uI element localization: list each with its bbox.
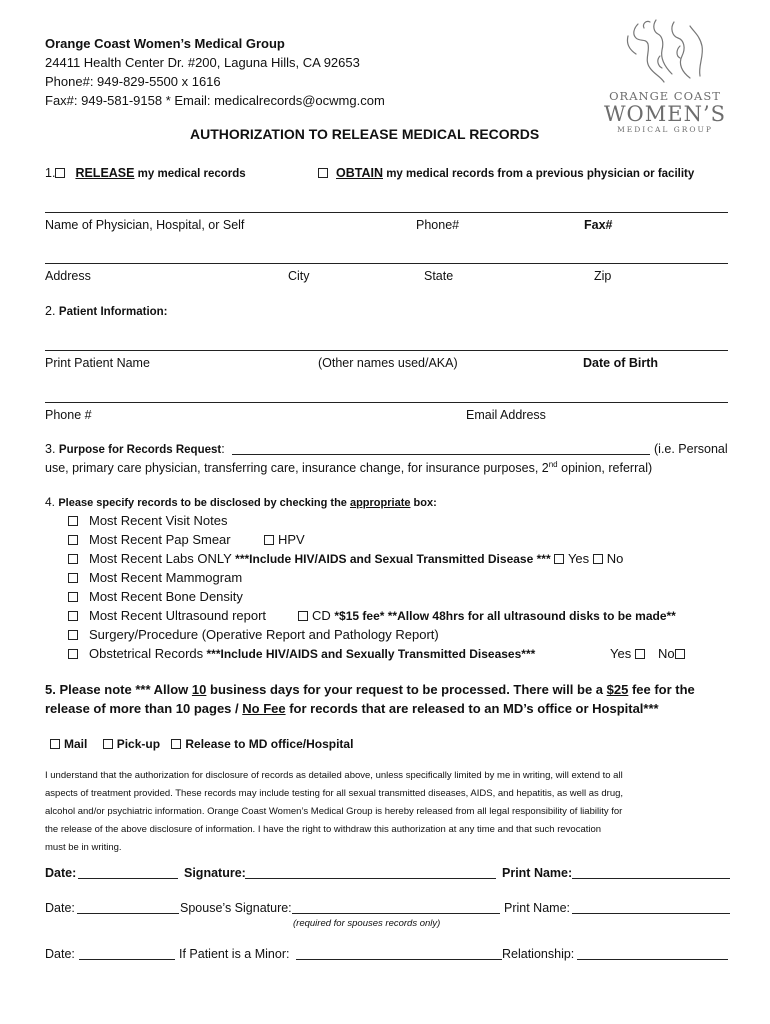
section2-heading: 2. Patient Information: [45,304,168,318]
cd-checkbox[interactable] [298,611,308,621]
sig1-date-label: Date: [45,866,77,880]
physician-fax-label: Fax# [584,218,613,232]
org-address: 24411 Health Center Dr. #200, Laguna Hills, CA 92653 [45,55,360,70]
ultra-checkbox[interactable] [68,611,78,621]
ob-yes-option: Yes [610,646,649,661]
ob-no-option: No [658,646,689,661]
release-label: RELEASE [75,166,135,180]
physician-phone-label: Phone# [416,218,460,232]
sig1-signature-line[interactable] [245,878,496,879]
org-phone: Phone#: 949-829-5500 x 1616 [45,74,221,89]
address-label: Address [45,269,91,283]
disclaimer-line-4: the release of the above disclosure of information. I have the right to withdraw this authorization at any time and that such revocation [45,824,602,835]
surgery-checkbox[interactable] [68,630,78,640]
release-checkbox[interactable] [55,168,65,178]
physician-line[interactable] [45,212,728,213]
ob-no-checkbox[interactable] [675,649,685,659]
pap-checkbox[interactable] [68,535,78,545]
hpv-checkbox[interactable] [264,535,274,545]
release-suffix: my medical records [134,168,246,180]
logo [600,16,730,138]
sig2-date-label: Date: [45,901,75,915]
labs-no-checkbox[interactable] [593,554,603,564]
item-obstetrical: Obstetrical Records ***Include HIV/AIDS and Sexually Transmitted Diseases*** [68,646,535,661]
item-ultrasound: Most Recent Ultrasound report [68,608,266,623]
physician-name-label: Name of Physician, Hospital, or Self [45,218,245,232]
disclaimer-line-2: aspects of treatment provided. These records may include testing for all sexual transmitted diseases, AIDS, and hepatitis, as well as drug, [45,788,624,799]
pickup-checkbox[interactable] [103,739,113,749]
purpose-row: 3. Purpose for Records Request: [45,442,225,456]
org-fax-email: Fax#: 949-581-9158 * Email: medicalrecords@ocwmg.com [45,93,385,108]
sig1-signature-label: Signature: [184,866,246,880]
purpose-input-line[interactable] [232,454,650,455]
release-md-checkbox[interactable] [171,739,181,749]
form-title: AUTHORIZATION TO RELEASE MEDICAL RECORDS [190,126,540,142]
obtain-label: OBTAIN [336,166,383,180]
logo-line2: WOMEN’S [603,102,727,126]
email-label: Email Address [466,408,546,422]
item-mammogram: Most Recent Mammogram [68,570,242,585]
spouse-note: (required for spouses records only) [293,918,441,929]
sig2-spouse-line[interactable] [292,913,500,914]
sig1-print-line[interactable] [572,878,730,879]
sig3-relationship-label: Relationship: [502,947,575,961]
city-label: City [288,269,310,283]
patient-phone-line[interactable] [45,402,728,403]
section4-heading: 4. Please specify records to be disclosed by checking the appropriate box: [45,495,437,509]
section1-options [45,166,246,180]
labs-checkbox[interactable] [68,554,78,564]
mail-checkbox[interactable] [50,739,60,749]
item-hpv: HPV [264,532,305,547]
sig3-minor-line[interactable] [296,959,502,960]
obtain-suffix: my medical records from a previous physician or facility [383,168,695,180]
org-name: Orange Coast Women’s Medical Group [45,36,285,51]
visit-checkbox[interactable] [68,516,78,526]
ob-checkbox[interactable] [68,649,78,659]
item-surgery: Surgery/Procedure (Operative Report and Pathology Report) [68,627,439,642]
labs-yes-checkbox[interactable] [554,554,564,564]
disclaimer-line-3: alcohol and/or psychiatric information. Orange Coast Women’s Medical Group is hereby released from all legal responsibility of liability for [45,806,623,817]
mammo-checkbox[interactable] [68,573,78,583]
patient-name-line[interactable] [45,350,728,351]
section5-line2: release of more than 10 pages / No Fee for records that are released to an MD’s office or Hospital*** [45,701,659,716]
sig3-date-label: Date: [45,947,75,961]
sig1-date-line[interactable] [78,878,178,879]
sig3-date-line[interactable] [79,959,175,960]
purpose-heading: Purpose for Records Request [58,444,222,456]
item-cd: CD *$15 fee* **Allow 48hrs for all ultrasound disks to be made** [298,608,676,623]
state-label: State [424,269,454,283]
address-line[interactable] [45,263,728,264]
bone-checkbox[interactable] [68,592,78,602]
logo-figures-icon [600,16,730,86]
logo-line3: MEDICAL GROUP [617,125,713,134]
disclaimer-line-5: must be in writing. [45,842,122,853]
item-labs: Most Recent Labs ONLY ***Include HIV/AIDS and Sexual Transmitted Disease *** Yes No [68,551,623,566]
sig3-minor-label: If Patient is a Minor: [179,947,290,961]
aka-label: (Other names used/AKA) [318,356,458,370]
item-visit-notes: Most Recent Visit Notes [68,513,227,528]
sig2-print-label: Print Name: [504,901,570,915]
patient-phone-label: Phone # [45,408,92,422]
purpose-examples: use, primary care physician, transferring care, insurance change, for insurance purposes, 2nd opinion, referral) [45,460,653,476]
patient-name-label: Print Patient Name [45,356,150,370]
logo-line1: ORANGE COAST [609,89,721,103]
section1-number: 1. [45,166,56,180]
item-bone-density: Most Recent Bone Density [68,589,243,604]
section5-line1: 5. Please note *** Allow 10 business days for your request to be processed. There will be a $25 fee for the [45,682,695,697]
obtain-option [318,166,694,180]
item-pap-smear: Most Recent Pap Smear [68,532,231,547]
sig2-print-line[interactable] [572,913,730,914]
sig1-print-label: Print Name: [502,866,573,880]
obtain-checkbox[interactable] [318,168,328,178]
delivery-options: Mail Pick-up Release to MD office/Hospital [50,737,353,751]
ob-yes-checkbox[interactable] [635,649,645,659]
disclaimer-line-1: I understand that the authorization for disclosure of records as detailed above, unless specifically limited by me in writing, will extend to all [45,770,623,781]
sig2-date-line[interactable] [77,913,179,914]
purpose-ie: (i.e. Personal [654,442,728,456]
sig3-relationship-line[interactable] [577,959,728,960]
dob-label: Date of Birth [583,356,658,370]
zip-label: Zip [594,269,612,283]
sig2-spouse-label: Spouse’s Signature: [180,901,292,915]
